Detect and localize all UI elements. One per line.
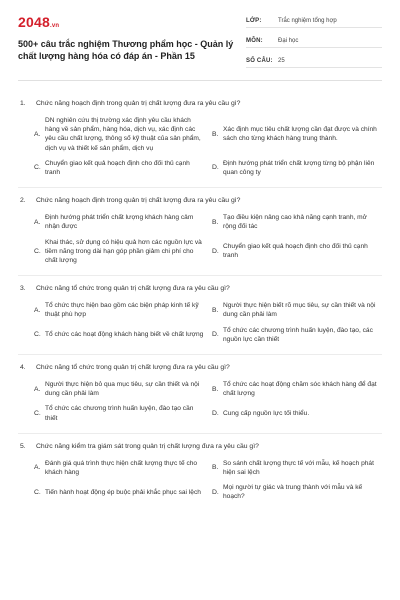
option-text: Định hướng phát triển chất lượng khách hàng cảm nhận được — [45, 214, 194, 231]
answer-option-b[interactable] — [212, 116, 382, 153]
answer-option-d[interactable] — [212, 326, 382, 344]
question-number: 4. — [20, 364, 26, 372]
option-letter: C. — [34, 410, 41, 418]
option-letter: B. — [212, 464, 219, 472]
question-text — [18, 99, 382, 108]
option-text: Tạo điều kiện nâng cao khả năng cạnh tranh, mở rộng đối tác — [223, 214, 367, 231]
question-3 — [18, 284, 382, 344]
logo-main: 2048 — [18, 14, 50, 30]
question-text — [18, 363, 382, 372]
answer-options — [18, 301, 382, 344]
option-text: Người thực hiện bỏ qua mục tiêu, sự cần thiết và nội dung cần phải làm — [45, 381, 200, 398]
question-text — [18, 196, 382, 205]
answer-option-d[interactable] — [212, 483, 382, 501]
answer-option-d[interactable] — [212, 238, 382, 266]
answer-option-b[interactable] — [212, 459, 382, 477]
question-text — [18, 284, 382, 293]
question-body: Chức năng tổ chức trong quản trị chất lượng đưa ra yêu cầu gì? — [36, 364, 230, 372]
brand-block — [18, 14, 236, 62]
answer-option-c[interactable] — [34, 159, 204, 177]
option-text: Tổ chức thực hiện bao gồm các biện pháp kinh tế kỹ thuật phù hợp — [45, 302, 199, 319]
document-title: 500+ câu trắc nghiệm Thương phẩm học - Quản lý chất lượng hàng hóa có đáp án - Phần 15 — [18, 39, 234, 61]
question-divider — [18, 187, 382, 188]
answer-option-b[interactable] — [212, 213, 382, 231]
option-text: Đánh giá quá trình thực hiện chất lượng thực tế cho khách hàng — [45, 459, 198, 477]
question-divider — [18, 275, 382, 276]
option-letter: D. — [212, 247, 219, 255]
option-letter: D. — [212, 488, 219, 496]
option-text: Cung cấp nguồn lực tối thiểu. — [223, 410, 310, 418]
answer-option-c[interactable] — [34, 483, 204, 501]
option-letter: D. — [212, 410, 219, 418]
option-letter: B. — [212, 218, 219, 226]
option-letter: A. — [34, 464, 41, 472]
option-letter: B. — [212, 385, 219, 393]
option-letter: D. — [212, 331, 219, 339]
answer-option-c[interactable] — [34, 238, 204, 266]
option-text: Người thực hiện biết rõ mục tiêu, sự cần thiết và nội dung cần phải làm — [223, 302, 376, 319]
answer-option-a[interactable] — [34, 459, 204, 477]
option-letter: D. — [212, 164, 219, 172]
option-text: Tổ chức các chương trình huấn luyện, đào tạo cần thiết — [45, 405, 194, 422]
option-letter: A. — [34, 306, 41, 314]
meta-label: LỚP: — [246, 17, 262, 24]
option-letter: A. — [34, 385, 41, 393]
answer-option-a[interactable] — [34, 116, 204, 153]
answer-option-d[interactable] — [212, 159, 382, 177]
question-text — [18, 442, 382, 451]
question-number: 1. — [20, 100, 26, 107]
answer-option-a[interactable] — [34, 301, 204, 319]
option-letter: B. — [212, 306, 219, 314]
meta-row-subject — [246, 34, 382, 48]
question-body: Chức năng tổ chức trong quản trị chất lượng đưa ra yêu cầu gì? — [36, 285, 230, 293]
meta-row-count — [246, 54, 382, 68]
question-5 — [18, 442, 382, 502]
document-meta — [246, 14, 382, 68]
question-body: Chức năng hoạch định trong quản trị chất lượng đưa ra yêu cầu gì? — [36, 197, 241, 205]
question-divider — [18, 433, 382, 434]
option-letter: C. — [34, 331, 41, 339]
answer-option-c[interactable] — [34, 404, 204, 422]
option-text: Định hướng phát triển chất lượng từng bộ phận liên quan công ty — [223, 159, 375, 177]
answer-option-a[interactable] — [34, 213, 204, 231]
option-text: Chuyển giao kết quả hoạch định cho đối thủ cạnh tranh — [45, 159, 190, 177]
answer-option-b[interactable] — [212, 380, 382, 398]
option-letter: A. — [34, 130, 41, 138]
answer-options — [18, 380, 382, 423]
option-letter: B. — [212, 130, 219, 138]
question-body: Chức năng hoạch định trong quản trị chất lượng đưa ra yêu cầu gì? — [36, 100, 241, 107]
option-text: Mọi người tự giác và trung thành với mẫu và kế hoạch? — [223, 484, 363, 501]
question-2 — [18, 196, 382, 265]
option-text: Tổ chức các chương trình huấn luyện, đào tạo, các nguồn lực cần thiết — [223, 326, 373, 343]
answer-option-d[interactable] — [212, 404, 382, 422]
option-text: Tổ chức các hoạt động chăm sóc khách hàng để đạt chất lượng — [223, 381, 377, 398]
option-letter: A. — [34, 218, 41, 226]
option-text: Khai thác, sử dụng có hiệu quả hơn các nguồn lực và tiềm năng trong dài hạn góp phần giảm chi phí cho chất lượng — [45, 238, 202, 265]
answer-option-b[interactable] — [212, 301, 382, 319]
question-divider — [18, 354, 382, 355]
question-list — [18, 99, 382, 502]
meta-value: Trắc nghiệm tổng hợp — [278, 17, 337, 24]
question-number: 3. — [20, 285, 26, 293]
question-1 — [18, 99, 382, 177]
question-number: 2. — [20, 197, 26, 205]
option-text: Tổ chức các hoạt động khách hàng biết về chất lượng — [45, 331, 204, 339]
option-text: Chuyển giao kết quả hoạch định cho đối thủ cạnh tranh — [223, 243, 368, 260]
meta-label: MÔN: — [246, 37, 263, 44]
meta-label: SỐ CÂU: — [246, 57, 273, 64]
option-text: DN nghiên cứu thị trường xác định yêu cầu khách hàng về sản phẩm, hàng hóa, dịch vụ, xác định các yêu cầu chất lượng, thông số kỹ thuật của sản phẩm, dịch vụ và thiết kế sản phẩm, dịch vụ — [45, 117, 201, 152]
meta-row-class — [246, 14, 382, 28]
question-number: 5. — [20, 442, 26, 450]
site-logo[interactable] — [18, 14, 236, 34]
header-divider — [18, 80, 382, 81]
option-text: Tiến hành hoạt động ép buộc phải khắc phục sai lệch — [45, 488, 201, 496]
page-header — [18, 14, 382, 74]
meta-value: Đại học — [278, 37, 299, 44]
answer-options — [18, 459, 382, 502]
option-letter: C. — [34, 164, 41, 172]
answer-options — [18, 213, 382, 265]
answer-option-c[interactable] — [34, 326, 204, 344]
logo-tld: .vn — [49, 23, 60, 29]
option-text: Xác định mục tiêu chất lượng cần đạt được và chính sách cho từng khách hàng trung thành. — [223, 126, 377, 143]
option-letter: C. — [34, 488, 41, 496]
question-body: Chức năng kiểm tra giám sát trong quản trị chất lượng đưa ra yêu cầu gì? — [36, 442, 259, 450]
meta-value: 25 — [278, 57, 285, 64]
option-text: So sánh chất lượng thực tế với mẫu, kế hoạch phát hiện sai lệch — [223, 459, 374, 477]
option-letter: C. — [34, 247, 41, 255]
question-4 — [18, 363, 382, 423]
answer-option-a[interactable] — [34, 380, 204, 398]
answer-options — [18, 116, 382, 177]
